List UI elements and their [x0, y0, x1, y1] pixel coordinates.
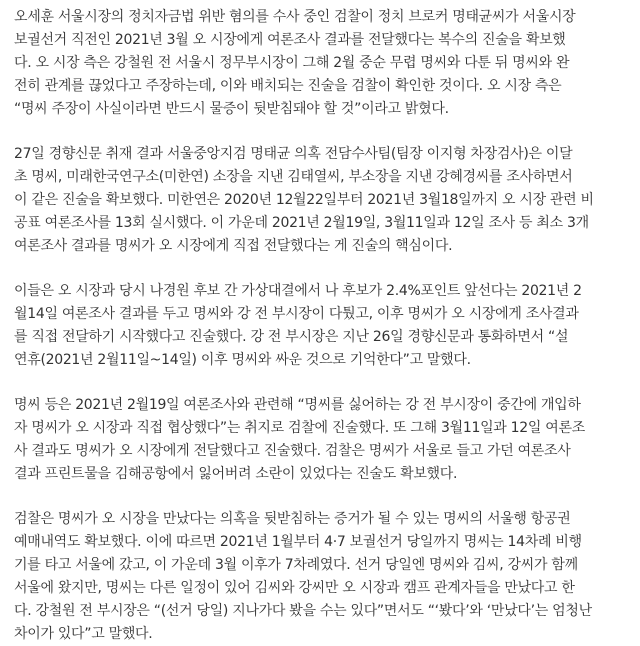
text-line: 차이가 있다”고 말했다.: [14, 626, 153, 642]
text-line: 전히 관계를 끊었다고 주장하는데, 이와 배치되는 진술을 검찰이 확인한 것이다. 오 시장 측은: [14, 78, 562, 94]
text-line: 이들은 오 시장과 당시 나경원 후보 간 가상대결에서 나 후보가 2.4%포인트 앞선다는 2021년 2: [14, 283, 582, 299]
text-line: 공표 여론조사를 13회 실시했다. 이 가운데 2021년 2월19일, 3월11일과 12일 조사 등 최소 3개: [14, 215, 589, 231]
text-line: 명씨 등은 2021년 2월19일 여론조사와 관련해 “명씨를 싫어하는 강 전 부시장이 중간에 개입하: [14, 397, 581, 413]
text-line: 검찰은 명씨가 오 시장을 만났다는 의혹을 뒷받침하는 증거가 될 수 있는 명씨의 서울행 항공권: [14, 511, 571, 527]
text-line: 자 명씨가 오 시장과 직접 협상했다”는 취지로 검찰에 진술했다. 또 그해 3월11일과 12일 여론조: [14, 420, 585, 436]
paragraph-3: [14, 280, 626, 372]
text-line: 다. 강철원 전 부시장은 “(선거 당일) 지나가다 봤을 수는 있다”면서도 “‘봤다’와 ‘만났다’는 엄청난: [14, 603, 592, 619]
text-line: 사 결과도 명씨가 오 시장에게 전달했다고 진술했다. 검찰은 명씨가 서울로 들고 가던 여론조사: [14, 443, 571, 459]
text-line: 월14일 여론조사 결과를 두고 명씨와 강 전 부시장이 다퉜고, 이후 명씨가 오 시장에게 조사결과: [14, 306, 579, 322]
text-line: 를 직접 전달하기 시작했다고 진술했다. 강 전 부시장은 지난 26일 경향신문과 통화하면서 “설: [14, 329, 569, 345]
text-line: 다. 오 시장 측은 강철원 전 서울시 정무부시장이 그해 2월 중순 무렵 명씨와 다툰 뒤 명씨와 완: [14, 55, 570, 71]
paragraph-2: [14, 143, 626, 258]
text-line: 기를 타고 서울에 갔고, 이 가운데 3월 이후가 7차례였다. 선거 당일엔 명씨와 김씨, 강씨가 함께: [14, 557, 578, 573]
paragraph-4: [14, 394, 626, 486]
text-line: 연휴(2021년 2월11일~14일) 이후 명씨와 싸운 것으로 기억한다”고 말했다.: [14, 352, 471, 368]
text-line: 이 같은 진술을 확보했다. 미한연은 2020년 12월22일부터 2021년 3월18일까지 오 시장 관련 비: [14, 192, 594, 208]
text-line: 초 명씨, 미래한국연구소(미한연) 소장을 지낸 김태열씨, 부소장을 지낸 강혜경씨를 조사하면서: [14, 169, 573, 185]
text-line: 서울에 왔지만, 명씨는 다른 일정이 있어 김씨와 강씨만 오 시장과 캠프 관계자들을 만났다고 한: [14, 580, 575, 596]
text-line: 결과 프린트물을 김해공항에서 잃어버려 소란이 있었다는 진술도 확보했다.: [14, 466, 458, 482]
paragraph-5: [14, 508, 626, 646]
text-line: “명씨 주장이 사실이라면 반드시 물증이 뒷받침돼야 할 것”이라고 밝혔다.: [14, 101, 449, 117]
text-line: 보궐선거 직전인 2021년 3월 오 시장에게 여론조사 결과를 전달했다는 복수의 진술을 확보했: [14, 32, 566, 48]
text-line: 여론조사 결과를 명씨가 오 시장에게 직접 전달했다는 게 진술의 핵심이다.: [14, 238, 453, 254]
text-line: 27일 경향신문 취재 결과 서울중앙지검 명태균 의혹 전담수사팀(팀장 이지형 차장검사)은 이달: [14, 146, 573, 162]
paragraph-1: [14, 6, 626, 121]
text-line: 예매내역도 확보했다. 이에 따르면 2021년 1월부터 4·7 보궐선거 당일까지 명씨는 14차례 비행: [14, 534, 582, 550]
text-line: 오세훈 서울시장의 정치자금법 위반 혐의를 수사 중인 검찰이 정치 브로커 명태균씨가 서울시장: [14, 9, 576, 25]
